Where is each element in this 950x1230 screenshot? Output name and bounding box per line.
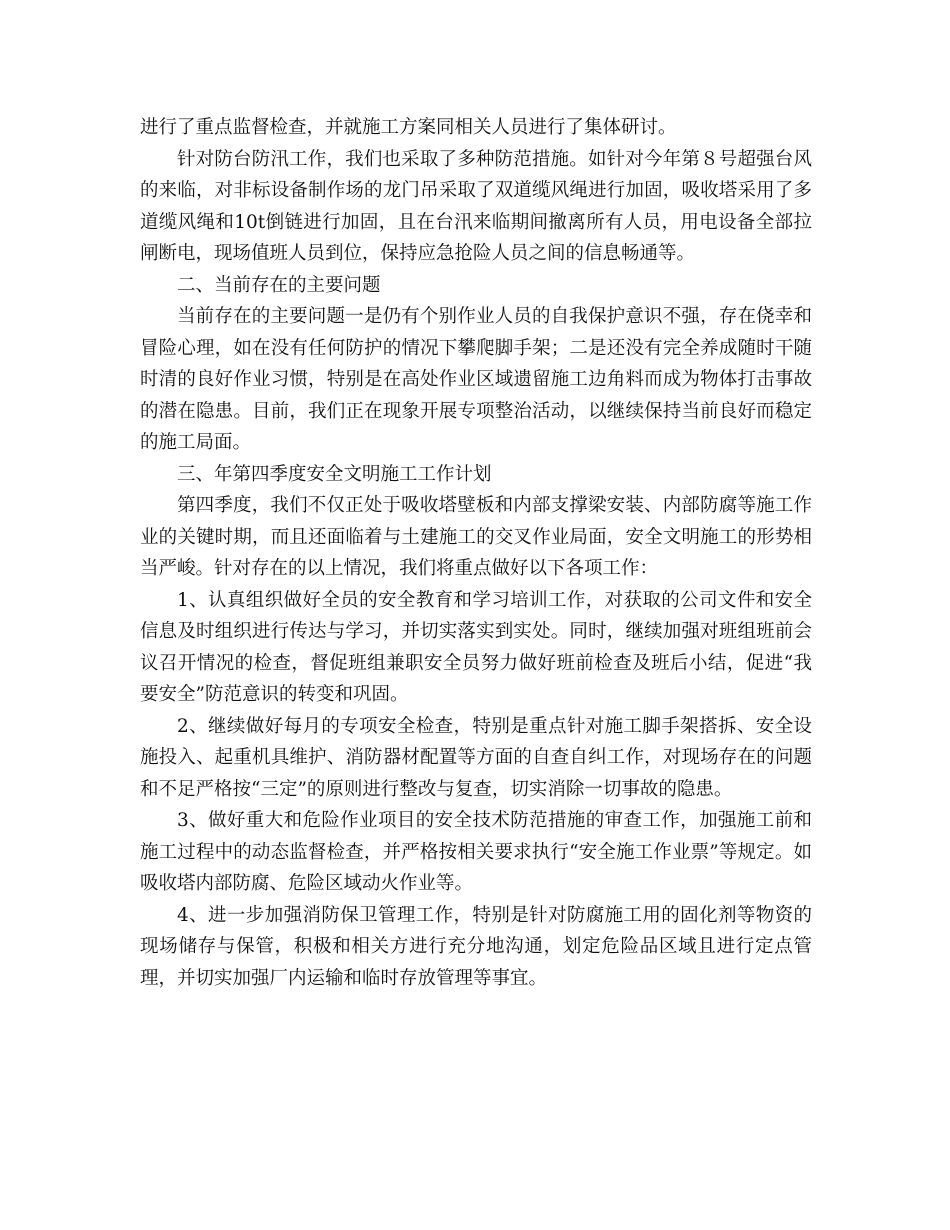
paragraph-problems: 当前存在的主要问题一是仍有个别作业人员的自我保护意识不强，存在侥幸和冒险心理，如在没有任何防护的情况下攀爬脚手架；二是还没有完全养成随时干随时清的良好作业习惯，特别是在高处作业区域遗留施工边角料而成为物体打击事故的潜在隐患。目前，我们正在现象开展专项整治活动，以继续保持当前良好而稳定的施工局面。 xyxy=(140,306,812,453)
section-heading-plan: 三、年第四季度安全文明施工工作计划 xyxy=(177,463,492,485)
paragraph-q4-overview: 第四季度，我们不仅正处于吸收塔壁板和内部支撑梁安装、内部防腐等施工作业的关键时期，而且还面临着与土建施工的交叉作业局面，安全文明施工的形势相当严峻。针对存在的以上情况，我们将重点做好以下各项工作： xyxy=(140,495,812,579)
paragraph-flood-prevention: 针对防台防汛工作，我们也采取了多种防范措施。如针对今年第８号超强台风的来临，对非标设备制作场的龙门吊采取了双道缆风绳进行加固，吸收塔采用了多道缆风绳和10t倒链进行加固，且在台汛来临期间撤离所有人员，用电设备全部拉闸断电，现场值班人员到位，保持应急抢险人员之间的信息畅通等。 xyxy=(140,148,812,264)
paragraph-item-3: 3、做好重大和危险作业项目的安全技术防范措施的审查工作，加强施工前和施工过程中的动态监督检查，并严格按相关要求执行“安全施工作业票”等规定。如吸收塔内部防腐、危险区域动火作业等。 xyxy=(140,810,812,894)
paragraph-item-2: 2、继续做好每月的专项安全检查，特别是重点针对施工脚手架搭拆、安全设施投入、起重机具维护、消防器材配置等方面的自查自纠工作，对现场存在的问题和不足严格按“三定”的原则进行整改与复查，切实消除一切事故的隐患。 xyxy=(140,715,812,800)
paragraph-continuation: 进行了重点监督检查，并就施工方案同相关人员进行了集体研讨。 xyxy=(140,117,677,138)
document-body xyxy=(140,112,812,994)
paragraph-item-4: 4、进一步加强消防保卫管理工作，特别是针对防腐施工用的固化剂等物资的现场储存与保管，积极和相关方进行充分地沟通，划定危险品区域且进行定点管理，并切实加强厂内运输和临时存放管理等事宜。 xyxy=(140,904,812,989)
section-heading-problems: 二、当前存在的主要问题 xyxy=(177,274,381,296)
paragraph-item-1: 1、认真组织做好全员的安全教育和学习培训工作，对获取的公司文件和安全信息及时组织进行传达与学习，并切实落实到实处。同时，继续加强对班组班前会议召开情况的检查，督促班组兼职安全员努力做好班前检查及班后小结，促进“我要安全”防范意识的转变和巩固。 xyxy=(140,589,812,705)
